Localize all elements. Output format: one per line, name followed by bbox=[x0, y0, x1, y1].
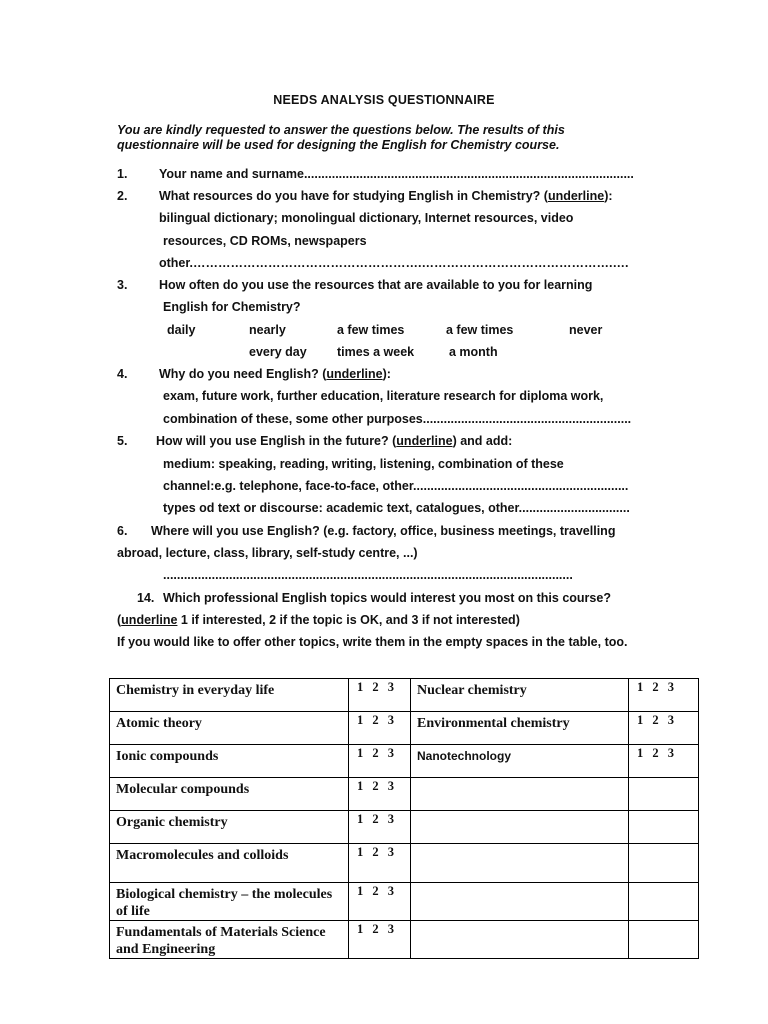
empty-rating-cell[interactable] bbox=[629, 921, 699, 959]
table-row bbox=[110, 778, 699, 811]
empty-rating-cell[interactable] bbox=[629, 778, 699, 811]
question-14-line-3: If you would like to offer other topics, write them in the empty spaces in the table, too. bbox=[117, 635, 628, 649]
empty-rating-cell[interactable] bbox=[629, 844, 699, 883]
topic-rating[interactable]: 1 2 3 bbox=[349, 883, 411, 921]
question-4-line-2: exam, future work, further education, literature research for diploma work, bbox=[163, 389, 604, 403]
question-4-line-3: combination of these, some other purposes............................................................ bbox=[163, 412, 632, 426]
frequency-option: a month bbox=[449, 345, 498, 359]
frequency-option: a few times bbox=[446, 323, 514, 337]
underline-word: underline bbox=[547, 189, 605, 203]
table-row bbox=[110, 679, 699, 712]
topic-name: Chemistry in everyday life bbox=[110, 679, 349, 712]
intro-line-1: You are kindly requested to answer the questions below. The results of this bbox=[117, 123, 565, 137]
question-6-line-3: ...................................................................................................................... bbox=[163, 568, 573, 582]
question-14-text: Which professional English topics would interest you most on this course? bbox=[163, 591, 611, 605]
frequency-option: a few times bbox=[337, 323, 405, 337]
question-14-line-2: (underline 1 if interested, 2 if the topic is OK, and 3 if not interested) bbox=[117, 613, 520, 627]
topic-rating[interactable]: 1 2 3 bbox=[349, 679, 411, 712]
topic-rating[interactable]: 1 2 3 bbox=[349, 778, 411, 811]
question-6-line-2: abroad, lecture, class, library, self-study centre, ...) bbox=[117, 546, 418, 560]
frequency-option: nearly bbox=[249, 323, 286, 337]
question-5-line-2: medium: speaking, reading, writing, listening, combination of these bbox=[163, 457, 564, 471]
empty-topic-cell[interactable] bbox=[411, 811, 629, 844]
question-4-number: 4. bbox=[117, 367, 128, 381]
topic-rating[interactable]: 1 2 3 bbox=[349, 745, 411, 778]
topic-name: Organic chemistry bbox=[110, 811, 349, 844]
empty-topic-cell[interactable] bbox=[411, 883, 629, 921]
topic-rating[interactable]: 1 2 3 bbox=[349, 712, 411, 745]
question-2-line-4: other.……………………………………………….……………………………………….…. bbox=[159, 256, 629, 270]
frequency-option: daily bbox=[167, 323, 196, 337]
underline-word: underline bbox=[121, 613, 178, 627]
question-2-text: What resources do you have for studying English in Chemistry? (underline): bbox=[159, 189, 613, 203]
question-3-line-2: English for Chemistry? bbox=[163, 300, 301, 314]
table-row bbox=[110, 883, 699, 921]
question-3-number: 3. bbox=[117, 278, 128, 292]
underline-word: underline bbox=[326, 367, 383, 381]
topic-rating[interactable]: 1 2 3 bbox=[349, 811, 411, 844]
topic-name: Macromolecules and colloids bbox=[110, 844, 349, 883]
question-5-line-3: channel:e.g. telephone, face-to-face, other.............................................................. bbox=[163, 479, 629, 493]
topic-name: Nuclear chemistry bbox=[411, 679, 629, 712]
topic-name: Environmental chemistry bbox=[411, 712, 629, 745]
topic-name: Fundamentals of Materials Science and Engineering bbox=[110, 921, 349, 959]
topic-name: Nanotechnology bbox=[411, 745, 629, 778]
topic-name: Molecular compounds bbox=[110, 778, 349, 811]
underline-word: underline bbox=[396, 434, 453, 448]
topic-name: Ionic compounds bbox=[110, 745, 349, 778]
question-1-number: 1. bbox=[117, 167, 128, 181]
question-6-number: 6. bbox=[117, 524, 128, 538]
topic-name: Biological chemistry – the molecules of life bbox=[110, 883, 349, 921]
intro-line-2: questionnaire will be used for designing the English for Chemistry course. bbox=[117, 138, 560, 152]
topic-rating[interactable]: 1 2 3 bbox=[349, 844, 411, 883]
empty-rating-cell[interactable] bbox=[629, 811, 699, 844]
question-2-line-3: resources, CD ROMs, newspapers bbox=[163, 234, 367, 248]
topic-rating[interactable]: 1 2 3 bbox=[629, 679, 699, 712]
question-2-line-2: bilingual dictionary; monolingual dictionary, Internet resources, video bbox=[159, 211, 574, 225]
empty-topic-cell[interactable] bbox=[411, 921, 629, 959]
topic-name: Atomic theory bbox=[110, 712, 349, 745]
empty-rating-cell[interactable] bbox=[629, 883, 699, 921]
frequency-option: times a week bbox=[337, 345, 415, 359]
question-14-number: 14. bbox=[137, 591, 155, 605]
question-5-text: How will you use English in the future? (underline) and add: bbox=[156, 434, 513, 448]
question-5-number: 5. bbox=[117, 434, 128, 448]
page-title: NEEDS ANALYSIS QUESTIONNAIRE bbox=[273, 93, 495, 107]
frequency-option: never bbox=[569, 323, 603, 337]
frequency-option: every day bbox=[249, 345, 307, 359]
table-row bbox=[110, 811, 699, 844]
table-row bbox=[110, 745, 699, 778]
table-row bbox=[110, 712, 699, 745]
topic-rating[interactable]: 1 2 3 bbox=[349, 921, 411, 959]
question-2-number: 2. bbox=[117, 189, 128, 203]
question-5-line-4: types od text or discourse: academic text, catalogues, other................................ bbox=[163, 501, 630, 515]
topic-rating[interactable]: 1 2 3 bbox=[629, 712, 699, 745]
question-3-text: How often do you use the resources that are available to you for learning bbox=[159, 278, 593, 292]
question-1-text: Your name and surname............................................................................................... bbox=[159, 167, 634, 181]
topics-table bbox=[109, 678, 699, 959]
question-6-text: Where will you use English? (e.g. factory, office, business meetings, travelling bbox=[151, 524, 616, 538]
question-4-text: Why do you need English? (underline): bbox=[159, 367, 391, 381]
table-row bbox=[110, 844, 699, 883]
empty-topic-cell[interactable] bbox=[411, 778, 629, 811]
table-row bbox=[110, 921, 699, 959]
empty-topic-cell[interactable] bbox=[411, 844, 629, 883]
topic-rating[interactable]: 1 2 3 bbox=[629, 745, 699, 778]
